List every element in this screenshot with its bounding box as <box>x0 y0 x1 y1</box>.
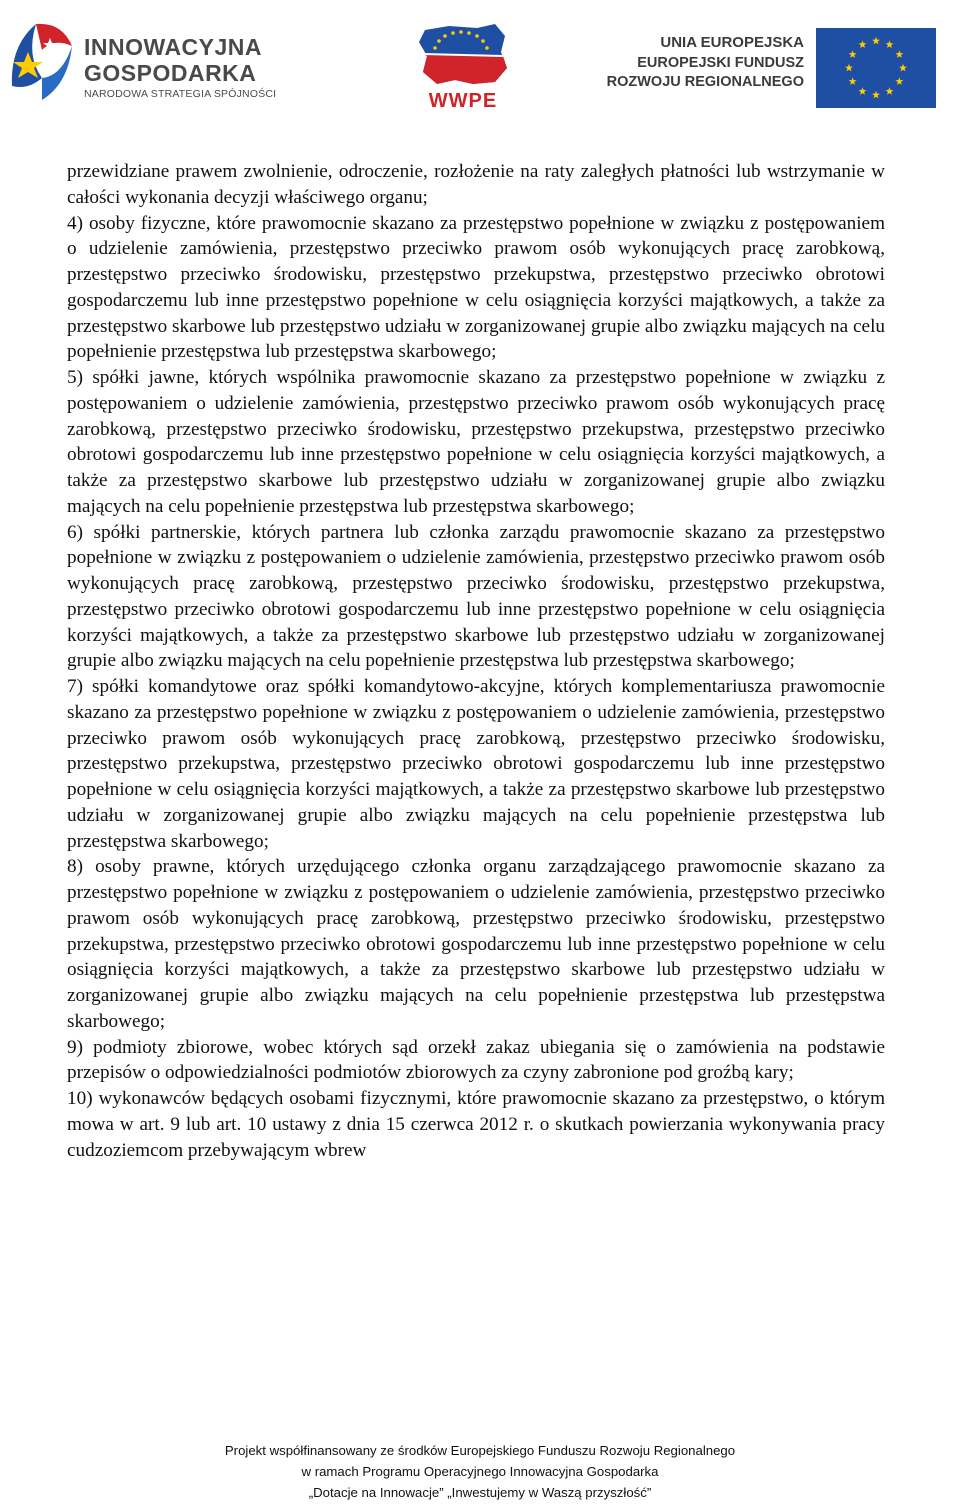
page-header <box>0 0 960 120</box>
paragraph-item-9: 9) podmioty zbiorowe, wobec których sąd orzekł zakaz ubiegania się o zamówienia na podstawie przepisów o odpowiedzialności podmiotów zbiorowych za czyny zabronione pod groźbą kary; <box>67 1036 885 1084</box>
ig-logo-line1: INNOWACYJNA <box>84 34 263 60</box>
paragraph-item-7: 7) spółki komandytowe oraz spółki komandytowo-akcyjne, których komplementariusza prawomocnie skazano za przestępstwo popełnione w związku z postępowaniem o udzielenie zamówienia, przestępstwo przeciwko prawom osób wykonujących pracę zarobkową, przestępstwo przeciwko środowisku, przestępstwo przekupstwa, przestępstwo przeciwko obrotowi gospodarczemu lub inne przestępstwo popełnione w celu osiągnięcia korzyści majątkowych, a także za przestępstwo skarbowe lub przestępstwo udziału w zorganizowanej grupie albo związku mających na celu popełnienie przestępstwa lub przestępstwa skarbowego; <box>67 676 885 852</box>
innowacyjna-gospodarka-logo <box>6 14 286 104</box>
page-footer <box>0 1440 960 1503</box>
paragraph-item-10: 10) wykonawców będących osobami fizycznymi, które prawomocnie skazano za przestępstwo, o którym mowa w art. 9 lub art. 10 ustawy z dnia 15 czerwca 2012 r. o skutkach powierzania wykonywania pracy cudzoziemcom przebywającym wbrew <box>67 1088 885 1161</box>
eu-logo-line2: EUROPEJSKI FUNDUSZ <box>637 55 804 71</box>
eu-flag-icon <box>816 28 936 108</box>
eu-logo-line1: UNIA EUROPEJSKA <box>660 34 804 51</box>
eu-logo-line3: ROZWOJU REGIONALNEGO <box>606 74 804 90</box>
wwpe-logo-text: WWPE <box>428 90 498 112</box>
wwpe-logo <box>415 22 515 110</box>
poland-map-eu-stars-icon <box>415 22 511 88</box>
ig-logo-line2: GOSPODARKA <box>84 60 257 86</box>
footer-line1: Projekt współfinansowany ze środków Europejskiego Funduszu Rozwoju Regionalnego <box>224 1443 736 1458</box>
star-swoosh-icon <box>6 16 78 104</box>
ig-logo-line3: NARODOWA STRATEGIA SPÓJNOŚCI <box>84 88 277 100</box>
paragraph-item-8: 8) osoby prawne, których urzędującego członka organu zarządzającego prawomocnie skazano za przestępstwo popełnione w związku z postępowaniem o udzielenie zamówienia, przestępstwo przeciwko prawom osób wykonujących pracę zarobkową, przestępstwo przeciwko środowisku, przestępstwo przekupstwa, przestępstwo przeciwko obrotowi gospodarczemu lub inne przestępstwo popełnione w celu osiągnięcia korzyści majątkowych, a także za przestępstwo skarbowe lub przestępstwo udziału w zorganizowanej grupie albo związku mających na celu popełnienie przestępstwa lub przestępstwa skarbowego; <box>67 856 885 1032</box>
paragraph-continuation: przewidziane prawem zwolnienie, odroczenie, rozłożenie na raty zaległych płatności lub wstrzymanie w całości wykonania decyzji właściwego organu; <box>67 161 885 208</box>
paragraph-item-6: 6) spółki partnerskie, których partnera lub członka zarządu prawomocnie skazano za przestępstwo popełnione w związku z postępowaniem o udzielenie zamówienia, przestępstwo przeciwko prawom osób wykonujących pracę zarobkową, przestępstwo przeciwko środowisku, przestępstwo przekupstwa, przestępstwo przeciwko obrotowi gospodarczemu lub inne przestępstwo popełnione w celu osiągnięcia korzyści majątkowych, a także za przestępstwo skarbowe lub przestępstwo udziału w zorganizowanej grupie albo związku mających na celu popełnienie przestępstwa lub przestępstwa skarbowego; <box>67 521 885 672</box>
paragraph-item-4: 4) osoby fizyczne, które prawomocnie skazano za przestępstwo popełnione w związku z postępowaniem o udzielenie zamówienia, przestępstwo przeciwko prawom osób wykonujących pracę zarobkową, przestępstwo przeciwko środowisku, przestępstwo przekupstwa, przestępstwo przeciwko obrotowi gospodarczemu lub inne przestępstwo popełnione w celu osiągnięcia korzyści majątkowych, a także za przestępstwo skarbowe lub przestępstwo udziału w zorganizowanej grupie albo związku mających na celu popełnienie przestępstwa lub przestępstwa skarbowego; <box>67 212 885 363</box>
document-body <box>67 159 885 1163</box>
paragraph-item-5: 5) spółki jawne, których wspólnika prawomocnie skazano za przestępstwo popełnione w związku z postępowaniem o udzielenie zamówienia, przestępstwo przeciwko prawom osób wykonujących pracę zarobkową, przestępstwo przeciwko środowisku, przestępstwo przekupstwa, przestępstwo przeciwko obrotowi gospodarczemu lub inne przestępstwo popełnione w celu osiągnięcia korzyści majątkowych, a także za przestępstwo skarbowe lub przestępstwo udziału w zorganizowanej grupie albo związku mających na celu popełnienie przestępstwa lub przestępstwa skarbowego; <box>67 367 885 517</box>
eu-efrr-logo <box>606 24 940 104</box>
footer-line2: w ramach Programu Operacyjnego Innowacyjna Gospodarka <box>301 1464 659 1479</box>
footer-line3: „Dotacje na Innowacje” „Inwestujemy w Waszą przyszłość” <box>308 1485 652 1500</box>
